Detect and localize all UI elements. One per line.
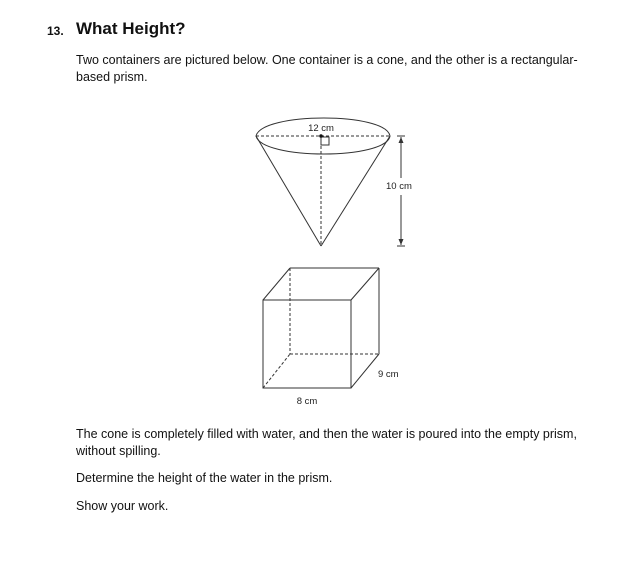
work-paragraph: Show your work. bbox=[76, 499, 169, 513]
prism-depth-label: 9 cm bbox=[378, 369, 399, 380]
prism-bottom-right-edge bbox=[351, 354, 379, 388]
right-angle-marker bbox=[321, 137, 329, 145]
cone-diagram bbox=[256, 118, 390, 246]
prism-front-face bbox=[263, 300, 351, 388]
cone-right-side bbox=[321, 136, 390, 246]
height-arrow-up bbox=[399, 137, 404, 143]
prism-top-right-edge bbox=[351, 268, 379, 300]
prism-top-left-edge bbox=[263, 268, 290, 300]
question-number: 13. bbox=[47, 24, 64, 38]
task-paragraph: Determine the height of the water in the prism. bbox=[76, 471, 333, 485]
cone-left-side bbox=[256, 136, 321, 246]
prism-diagram bbox=[263, 268, 379, 388]
cone-center-dot bbox=[319, 134, 323, 138]
fill-paragraph: The cone is completely filled with water, and then the water is poured into the empty prism, without spilling. bbox=[76, 427, 577, 458]
cone-diameter-label: 12 cm bbox=[308, 123, 334, 134]
question-title: What Height? bbox=[76, 19, 186, 38]
height-arrow-down bbox=[399, 239, 404, 245]
intro-paragraph: Two containers are pictured below. One container is a cone, and the other is a rectangular-based prism. bbox=[76, 53, 578, 84]
prism-hidden-depth-edge bbox=[263, 354, 290, 388]
cone-height-label: 10 cm bbox=[386, 181, 412, 192]
prism-width-label: 8 cm bbox=[296, 396, 318, 407]
